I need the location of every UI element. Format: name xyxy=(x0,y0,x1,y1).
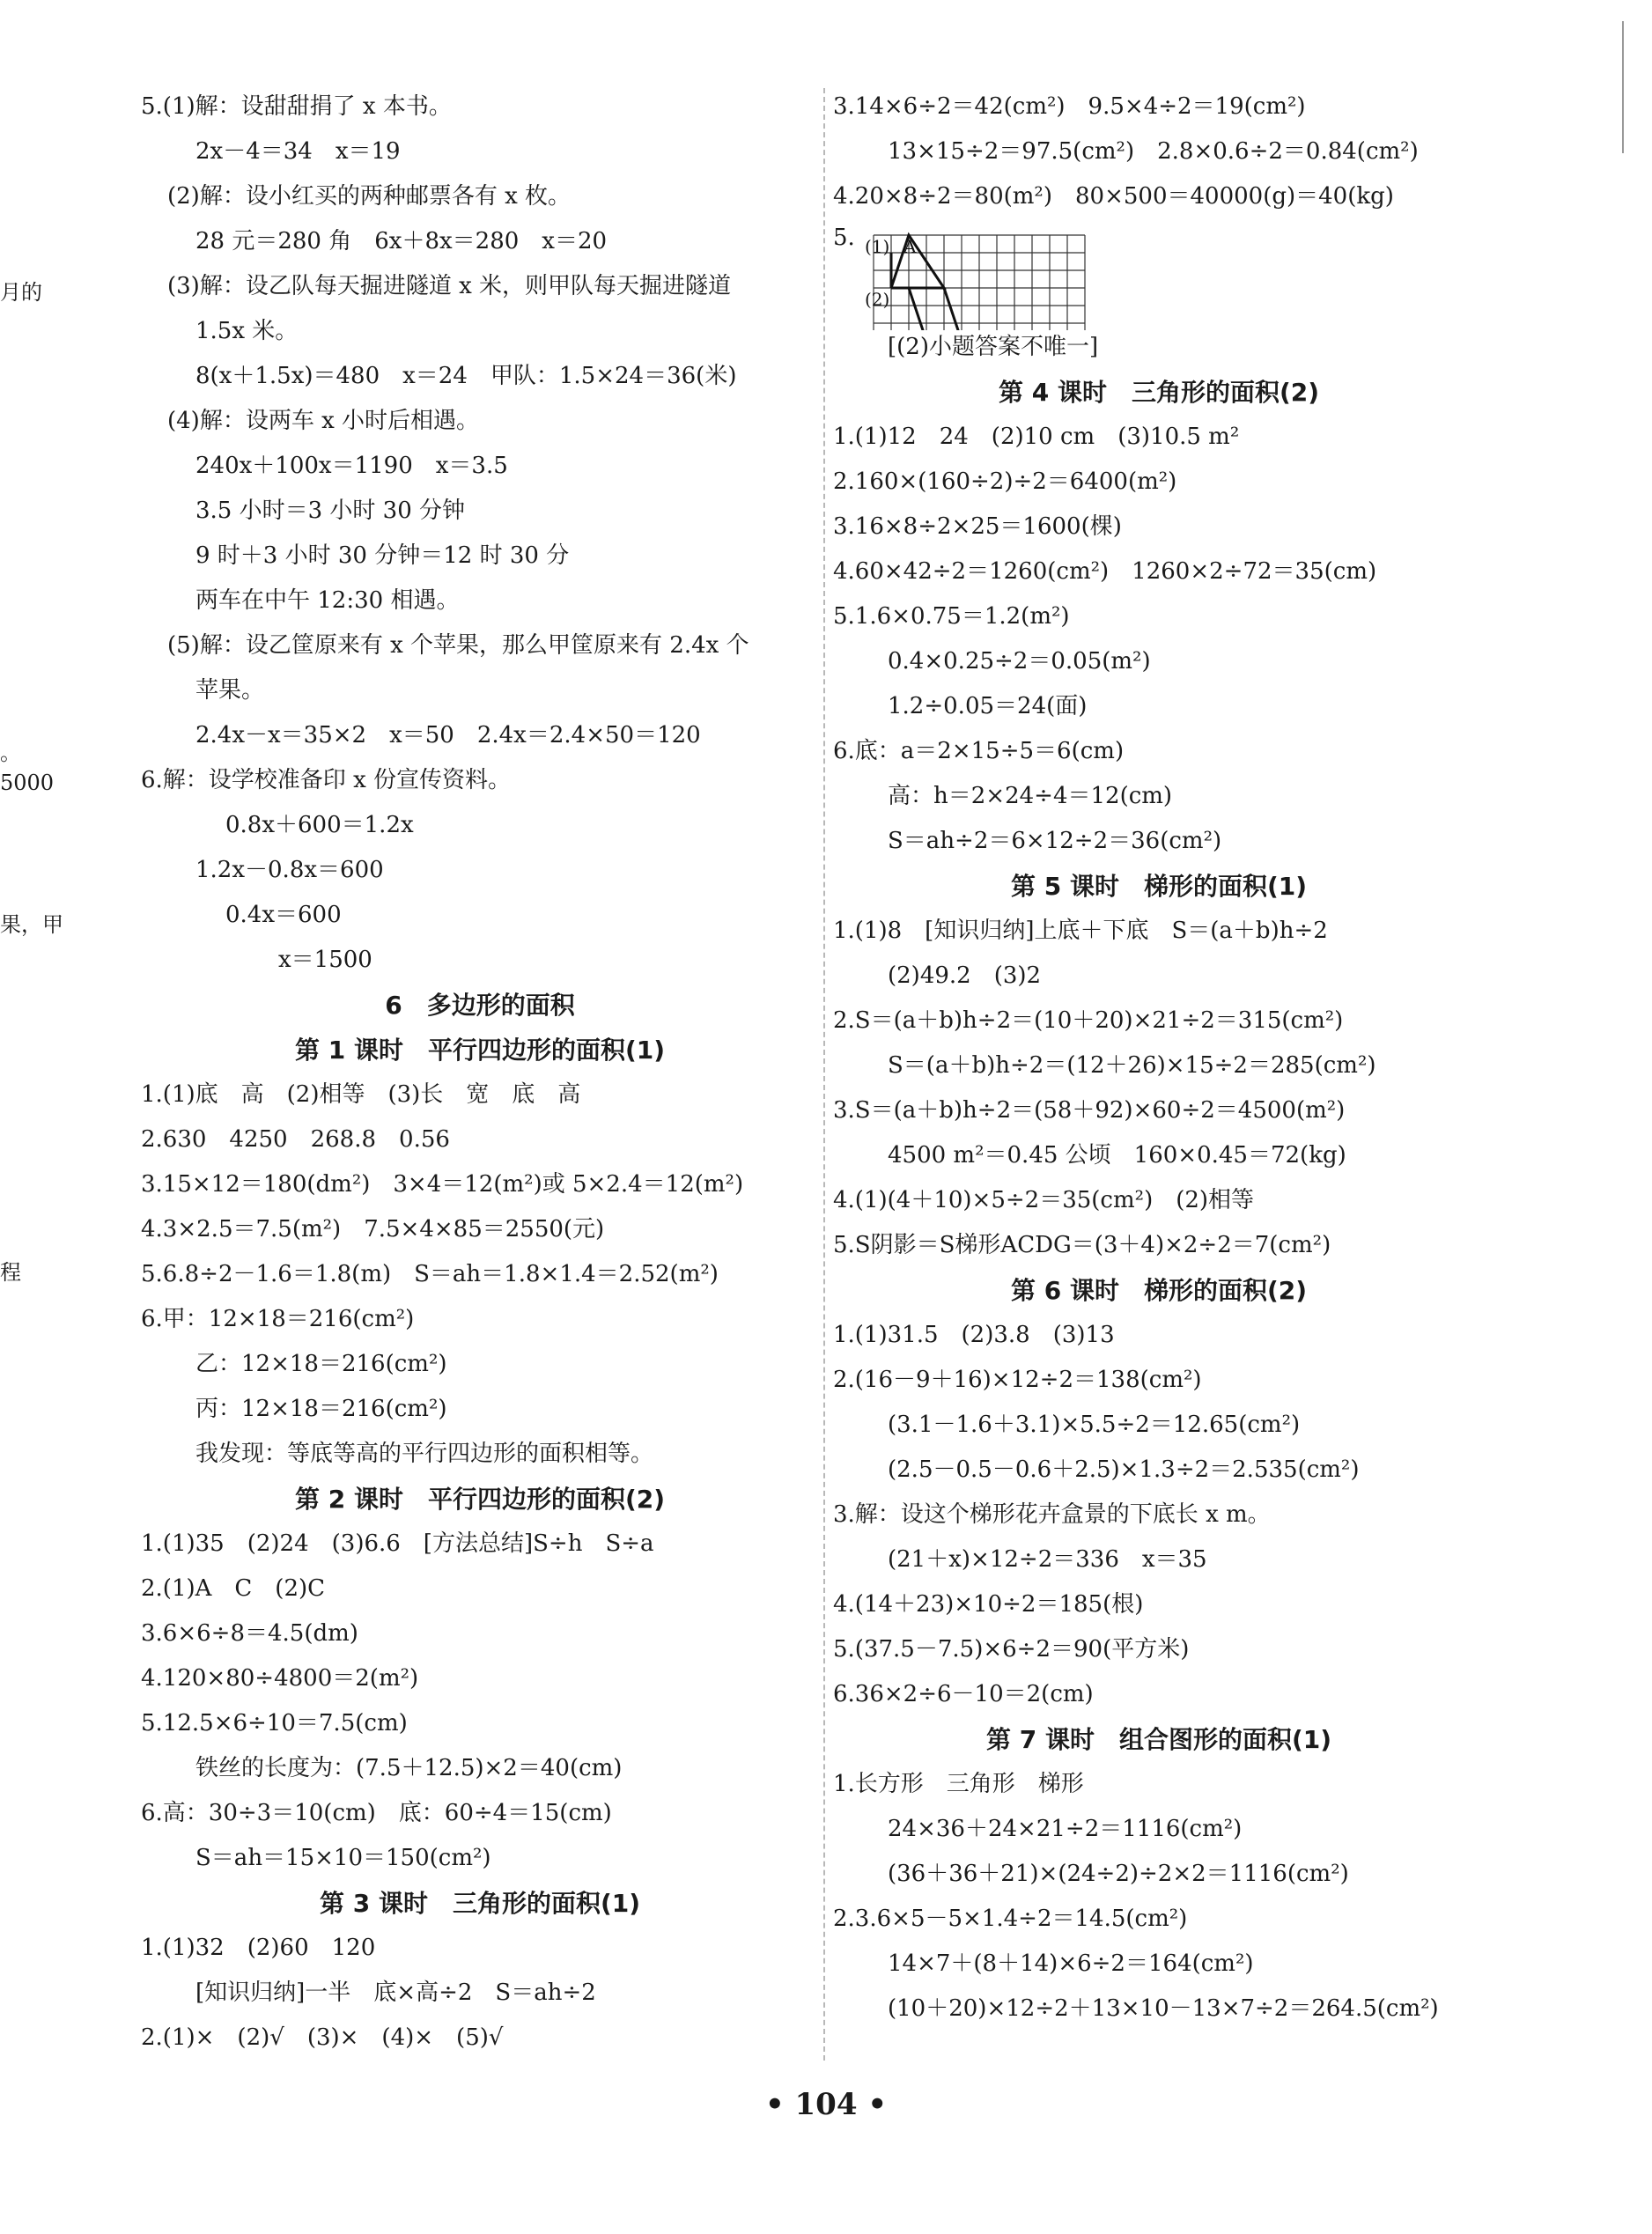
answer-line: 1.(1)32 (2)60 120 xyxy=(141,1935,376,1961)
grid-question-number: 5. xyxy=(833,225,855,251)
answer-line: 6.底：a＝2×15÷5＝6(cm) xyxy=(833,738,1125,764)
answer-line: 0.4×0.25÷2＝0.05(m²) xyxy=(888,648,1151,675)
answer-line: 6.解：设学校准备印 x 份宣传资料。 xyxy=(141,767,511,793)
section-heading: 6 多边形的面积 xyxy=(385,991,575,1020)
answer-line: S＝(a＋b)h÷2＝(12＋26)×15÷2＝285(cm²) xyxy=(888,1052,1376,1079)
answer-line: 2.3.6×5－5×1.4÷2＝14.5(cm²) xyxy=(833,1906,1188,1932)
answer-line: 丙：12×18＝216(cm²) xyxy=(195,1396,447,1422)
answer-line: S＝ah＝15×10＝150(cm²) xyxy=(195,1845,491,1871)
page-number: • 104 • xyxy=(764,2087,888,2122)
margin-fragment: 。 xyxy=(0,741,21,765)
answer-line: (10＋20)×12÷2＋13×10－13×7÷2＝264.5(cm²) xyxy=(888,1995,1439,2022)
answer-line: 3.5 小时＝3 小时 30 分钟 xyxy=(195,498,466,524)
answer-line: 我发现：等底等高的平行四边形的面积相等。 xyxy=(195,1441,654,1467)
answer-line: 8(x＋1.5x)＝480 x＝24 甲队：1.5×24＝36(米) xyxy=(195,363,737,389)
answer-line: 4.3×2.5＝7.5(m²) 7.5×4×85＝2550(元) xyxy=(141,1216,605,1242)
answer-line: 2.(1)A C (2)C xyxy=(141,1575,326,1602)
answer-line: 1.2÷0.05＝24(面) xyxy=(888,693,1088,719)
answer-line: (5)解：设乙筐原来有 x 个苹果，那么甲筐原来有 2.4x 个 xyxy=(167,632,749,659)
answer-line: (3.1－1.6＋3.1)×5.5÷2＝12.65(cm²) xyxy=(888,1412,1301,1438)
answer-line: 4.(14＋23)×10÷2＝185(根) xyxy=(833,1591,1144,1618)
answer-line: (2)解：设小红买的两种邮票各有 x 枚。 xyxy=(167,183,572,210)
triangle-shape xyxy=(891,235,944,288)
margin-fragment: 月的 xyxy=(0,280,42,305)
answer-line: 5.12.5×6÷10＝7.5(cm) xyxy=(141,1710,408,1736)
answer-line: 两车在中午 12:30 相遇。 xyxy=(195,587,460,614)
answer-line: 2.4x－x＝35×2 x＝50 2.4x＝2.4×50＝120 xyxy=(195,722,701,748)
answer-line: 1.(1)底 高 (2)相等 (3)长 宽 底 高 xyxy=(141,1081,581,1108)
answer-line: 5.(37.5－7.5)×6÷2＝90(平方米) xyxy=(833,1636,1190,1663)
answer-line: 3.14×6÷2＝42(cm²) 9.5×4÷2＝19(cm²) xyxy=(833,93,1306,120)
answer-line: 6.高：30÷3＝10(cm) 底：60÷4＝15(cm) xyxy=(141,1800,612,1826)
answer-line: 3.15×12＝180(dm²) 3×4＝12(m²)或 5×2.4＝12(m²) xyxy=(141,1171,744,1198)
answer-line: 1.(1)31.5 (2)3.8 (3)13 xyxy=(833,1322,1115,1348)
answer-line: 4.120×80÷4800＝2(m²) xyxy=(141,1665,419,1692)
answer-line: 2x－4＝34 x＝19 xyxy=(195,138,401,165)
answer-line: 1.2x－0.8x＝600 xyxy=(195,857,384,883)
grid-mark: (1) xyxy=(865,236,890,257)
section-heading: 第 4 课时 三角形的面积(2) xyxy=(998,378,1320,407)
answer-line: 240x＋100x＝1190 x＝3.5 xyxy=(195,453,508,479)
answer-line: 高：h＝2×24÷4＝12(cm) xyxy=(888,783,1173,809)
section-heading: 第 2 课时 平行四边形的面积(2) xyxy=(294,1485,666,1514)
answer-line: 苹果。 xyxy=(195,677,265,704)
right-column xyxy=(833,85,1485,2031)
answer-line: (2.5－0.5－0.6＋2.5)×1.3÷2＝2.535(cm²) xyxy=(888,1456,1360,1483)
section-heading: 第 6 课时 梯形的面积(2) xyxy=(1010,1276,1308,1305)
answer-line: 28 元＝280 角 6x＋8x＝280 x＝20 xyxy=(195,228,608,254)
answer-line: 1.5x 米。 xyxy=(195,318,299,344)
margin-fragment: 5000 xyxy=(0,770,55,795)
answer-line: 5.6.8÷2－1.6＝1.8(m) S＝ah＝1.8×1.4＝2.52(m²) xyxy=(141,1261,719,1287)
answer-line: (3)解：设乙队每天掘进隧道 x 米，则甲队每天掘进隧道 xyxy=(167,273,732,299)
answer-line: 0.8x＋600＝1.2x xyxy=(225,812,414,838)
answer-line: 5.(1)解：设甜甜捐了 x 本书。 xyxy=(141,93,452,120)
margin-fragment: 程 xyxy=(0,1260,21,1285)
answer-line: 乙：12×18＝216(cm²) xyxy=(195,1351,447,1377)
page-edge-bar xyxy=(1622,21,1624,153)
answer-line: 铁丝的长度为：(7.5＋12.5)×2＝40(cm) xyxy=(195,1755,623,1781)
answer-line: 2.160×(160÷2)÷2＝6400(m²) xyxy=(833,468,1177,495)
answer-line: 1.(1)8 [知识归纳]上底＋下底 S＝(a＋b)h÷2 xyxy=(833,918,1328,944)
answer-line: [知识归纳]一半 底×高÷2 S＝ah÷2 xyxy=(195,1980,596,2006)
grid-mark: (2) xyxy=(865,289,890,310)
answer-line: (2)49.2 (3)2 xyxy=(888,962,1042,989)
section-heading: 第 7 课时 组合图形的面积(1) xyxy=(985,1725,1332,1754)
answer-line: 4500 m²＝0.45 公顷 160×0.45＝72(kg) xyxy=(888,1142,1346,1169)
answer-line: 1.(1)12 24 (2)10 cm (3)10.5 m² xyxy=(833,424,1240,450)
answer-line: 2.630 4250 268.8 0.56 xyxy=(141,1126,450,1153)
answer-line: 4.60×42÷2＝1260(cm²) 1260×2÷72＝35(cm) xyxy=(833,558,1377,585)
answer-line: 1.长方形 三角形 梯形 xyxy=(833,1771,1084,1797)
grid-figure xyxy=(863,232,1110,330)
answer-line: 3.6×6÷8＝4.5(dm) xyxy=(141,1620,358,1647)
answer-line: 14×7＋(8＋14)×6÷2＝164(cm²) xyxy=(888,1950,1254,1977)
answer-line: (36＋36＋21)×(24÷2)÷2×2＝1116(cm²) xyxy=(888,1861,1349,1887)
answer-line: 13×15÷2＝97.5(cm²) 2.8×0.6÷2＝0.84(cm²) xyxy=(888,138,1419,165)
section-heading: 第 3 课时 三角形的面积(1) xyxy=(319,1889,641,1918)
answer-line: 24×36＋24×21÷2＝1116(cm²) xyxy=(888,1816,1243,1842)
grid-figure-line xyxy=(833,219,1485,325)
answer-line: x＝1500 xyxy=(278,947,372,973)
section-heading: 第 5 课时 梯形的面积(1) xyxy=(1010,872,1308,901)
right-rest-lines xyxy=(833,325,1485,2031)
answer-line: 2.(1)× (2)√ (3)× (4)× (5)√ xyxy=(141,2024,504,2051)
answer-line: 6.甲：12×18＝216(cm²) xyxy=(141,1306,415,1332)
answer-line: 3.S＝(a＋b)h÷2＝(58＋92)×60÷2＝4500(m²) xyxy=(833,1097,1346,1124)
answer-line: (4)解：设两车 x 小时后相遇。 xyxy=(167,408,480,434)
answer-line: 5.S阴影＝S梯形ACDG＝(3＋4)×2÷2＝7(cm²) xyxy=(833,1232,1331,1258)
answer-line: (21＋x)×12÷2＝336 x＝35 xyxy=(888,1546,1207,1573)
grid-mark: A xyxy=(903,236,917,257)
answer-line: 3.解：设这个梯形花卉盒景的下底长 x m。 xyxy=(833,1501,1271,1528)
section-heading: 第 1 课时 平行四边形的面积(1) xyxy=(294,1036,666,1065)
answer-line: 3.16×8÷2×25＝1600(棵) xyxy=(833,513,1122,540)
parallelogram-shape xyxy=(909,288,962,330)
answer-line: 4.20×8÷2＝80(m²) 80×500＝40000(g)＝40(kg) xyxy=(833,183,1394,210)
left-column xyxy=(141,85,819,2061)
answer-line: S＝ah÷2＝6×12÷2＝36(cm²) xyxy=(888,828,1222,854)
answer-line: 4.(1)(4＋10)×5÷2＝35(cm²) (2)相等 xyxy=(833,1187,1255,1213)
right-top-lines xyxy=(833,85,1485,219)
answer-line: 1.(1)35 (2)24 (3)6.6 [方法总结]S÷h S÷a xyxy=(141,1530,654,1557)
answer-line: 6.36×2÷6－10＝2(cm) xyxy=(833,1681,1094,1707)
column-divider xyxy=(823,88,825,2061)
answer-line: [(2)小题答案不唯一] xyxy=(888,334,1099,360)
answer-line: 2.(16－9＋16)×12÷2＝138(cm²) xyxy=(833,1367,1202,1393)
answer-line: 2.S＝(a＋b)h÷2＝(10＋20)×21÷2＝315(cm²) xyxy=(833,1007,1344,1034)
answer-line: 5.1.6×0.75＝1.2(m²) xyxy=(833,603,1070,630)
answer-line: 9 时＋3 小时 30 分钟＝12 时 30 分 xyxy=(195,542,570,569)
margin-fragment: 果，甲 xyxy=(0,912,63,937)
answer-line: 0.4x＝600 xyxy=(225,902,342,928)
